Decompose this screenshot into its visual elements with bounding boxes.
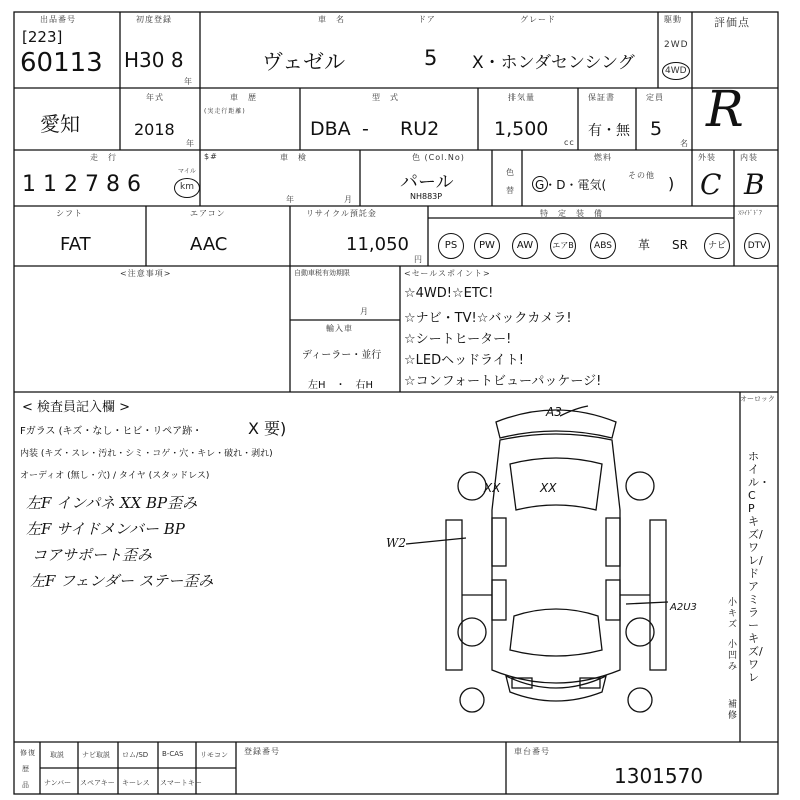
ac-label: エアコン xyxy=(190,209,226,218)
side-small-2: 小凹み xyxy=(728,640,738,672)
lot-number: 60113 xyxy=(20,48,103,78)
doors-value: 5 xyxy=(424,46,438,70)
color-code: NH883P xyxy=(410,192,443,201)
equip-pw: PW xyxy=(474,233,500,259)
mileage-label: 走 行 xyxy=(90,153,117,162)
equip-leather: 革 xyxy=(637,238,650,252)
footer-cell: ナビ取説 xyxy=(82,751,110,759)
equip-dtv: DTV xyxy=(744,233,770,259)
equipment-label: 特 定 装 備 xyxy=(540,209,603,218)
side-door-label: ｽﾗｲﾄﾞﾄﾞｱ xyxy=(738,210,763,217)
car-diagram xyxy=(436,400,697,740)
model-label: 車 名 xyxy=(318,15,345,24)
import-hand: 左H ・ 右H xyxy=(308,380,374,391)
shaken-month: 月 xyxy=(344,195,353,204)
capacity-unit: 名 xyxy=(680,139,689,148)
side-small-3: 補修 xyxy=(728,700,738,721)
sales-point: ☆LEDヘッドライト! xyxy=(404,353,524,368)
warranty-value: 有・無 xyxy=(588,123,630,139)
capacity-label: 定員 xyxy=(646,93,664,102)
footer-cell: 取説 xyxy=(50,751,64,759)
registration-label: 登録番号 xyxy=(244,747,280,756)
handwritten-note: 左F フェンダー ステー歪み xyxy=(30,572,214,590)
type-dash: - xyxy=(362,118,369,140)
year-value: 2018 xyxy=(134,120,175,139)
drive-4wd: 4WD xyxy=(665,66,687,76)
equip-ps: PS xyxy=(438,233,464,259)
drive-label: 駆動 xyxy=(664,15,682,24)
equip-airbag: エアB xyxy=(550,233,576,259)
doors-label: ドア xyxy=(418,15,436,24)
inspection-note: (実走行距離) xyxy=(204,108,246,115)
footer-cell: キーレス xyxy=(122,779,150,787)
score-value: R xyxy=(706,80,744,138)
recycle-label: リサイクル預託金 xyxy=(306,209,377,218)
drive-2wd: 2WD xyxy=(664,40,689,50)
side-small-1: 小キズ xyxy=(728,598,738,630)
diagram-mark-right: A2U3 xyxy=(670,602,697,613)
shift-label: シフト xyxy=(56,209,83,218)
sales-point: ☆シートヒーター! xyxy=(404,332,512,347)
sharp-label: $# xyxy=(204,152,218,161)
first-reg-value: H30 8 xyxy=(124,48,184,72)
inspection-label: 車 歴 xyxy=(230,93,257,102)
sales-label: <セールスポイント> xyxy=(404,269,491,278)
mileage-value: 112786 xyxy=(22,172,148,197)
diagram-mark-front-left: XX xyxy=(484,481,501,495)
shift-value: FAT xyxy=(60,234,91,255)
auto-tax-month: 月 xyxy=(360,307,369,316)
score-label: 評価点 xyxy=(714,16,750,29)
interior-label: 内装 xyxy=(740,153,758,162)
diagram-mark-roof: A3 xyxy=(546,405,562,419)
footer-cell: ロム/SD xyxy=(122,751,149,759)
mileage-unit: km xyxy=(180,182,194,192)
fuel-label: 燃料 xyxy=(594,153,612,162)
footer-cell: スマートキー xyxy=(160,779,202,787)
color-change-label: 色替 xyxy=(506,168,515,195)
fuel-other: その他 xyxy=(628,171,655,180)
handwritten-note: コアサポート歪み xyxy=(32,546,153,564)
inspection-title: < 検査員記入欄 > xyxy=(22,400,131,415)
year-unit: 年 xyxy=(186,139,195,148)
footer-c1-mid: 歴 xyxy=(22,765,30,773)
first-reg-label: 初度登録 xyxy=(136,15,172,24)
first-reg-unit: 年 xyxy=(184,77,193,86)
caution-label: <注意事項> xyxy=(120,269,172,278)
import-dealer: ディーラー・並行 xyxy=(302,350,382,361)
exterior-value: C xyxy=(700,168,722,201)
shaken-year: 年 xyxy=(286,195,295,204)
ac-value: AAC xyxy=(190,234,228,255)
equip-aw: AW xyxy=(512,233,538,259)
type-code: RU2 xyxy=(400,118,440,140)
equip-abs: ABS xyxy=(590,233,616,259)
auto-lock-label: オーロック xyxy=(740,395,775,403)
type-prefix: DBA xyxy=(310,118,351,140)
cc-value: 1,500 xyxy=(494,118,549,140)
recycle-value: 11,050 xyxy=(346,234,409,255)
type-label: 型 式 xyxy=(372,93,399,102)
lot-prefix: [223] xyxy=(22,28,63,46)
recycle-unit: 円 xyxy=(414,255,423,264)
exterior-label: 外装 xyxy=(698,153,716,162)
sales-point: ☆4WD!☆ETC! xyxy=(404,286,494,301)
footer-cell: B-CAS xyxy=(162,750,184,758)
shaken-label: 車 検 xyxy=(280,153,307,162)
chassis-label: 車台番号 xyxy=(514,747,550,756)
model-name: ヴェゼル xyxy=(262,50,346,74)
audio-line: オーディオ (無し・穴) / タイヤ (スタッドレス) xyxy=(20,471,210,481)
lot-label: 出品番号 xyxy=(40,15,76,24)
footer-cell: スペアキー xyxy=(80,779,115,787)
handwritten-note: 左F インパネ XX BP歪み xyxy=(26,494,198,512)
fuel-value: G・D・電気( xyxy=(535,178,607,192)
interior-value: B xyxy=(744,168,765,201)
grade-value: X・ホンダセンシング xyxy=(472,53,635,73)
cc-unit: cc xyxy=(564,138,575,147)
footer-c1-top: 修復 xyxy=(20,749,36,757)
handwritten-note: 左F サイドメンバー BP xyxy=(26,520,185,538)
fuel-close: ) xyxy=(668,174,675,193)
year-label: 年式 xyxy=(146,93,164,102)
cc-label: 排気量 xyxy=(508,93,535,102)
grade-label: グレード xyxy=(520,15,556,24)
color-value: パール xyxy=(400,172,454,193)
glass-line: Fガラス (キズ・なし・ヒビ・リペア跡・ xyxy=(20,426,203,437)
sales-point: ☆ナビ・TV!☆バックカメラ! xyxy=(404,311,572,326)
sales-point: ☆コンフォートビューパッケージ! xyxy=(404,374,602,389)
auto-tax-label: 自動車税有効期限 xyxy=(294,269,350,277)
diagram-mark-hood: XX xyxy=(540,481,557,495)
footer-cell: ナンバー xyxy=(44,779,72,787)
capacity-value: 5 xyxy=(650,118,663,140)
footer-cell: リモコン xyxy=(200,751,228,759)
interior-line: 内装 (キズ・スレ・汚れ・シミ・コゲ・穴・キレ・破れ・剥れ) xyxy=(20,449,273,459)
equip-navi: ナビ xyxy=(704,233,730,259)
diagram-mark-left: W2 xyxy=(386,536,406,550)
equip-sr: SR xyxy=(672,238,688,252)
mileage-unit-alt: マイル xyxy=(178,168,196,175)
region: 愛知 xyxy=(40,112,80,136)
glass-mark: X 要) xyxy=(248,419,287,438)
vertical-note: ホイル・CPキズ/ワレ/ドアミラーキズ/ワレ xyxy=(748,450,770,684)
color-label: 色 (Col.No) xyxy=(412,153,465,162)
chassis-number: 1301570 xyxy=(614,764,704,788)
import-label: 輸入車 xyxy=(326,324,353,333)
footer-c1-bot: 品 xyxy=(22,781,30,789)
warranty-label: 保証書 xyxy=(588,93,615,102)
